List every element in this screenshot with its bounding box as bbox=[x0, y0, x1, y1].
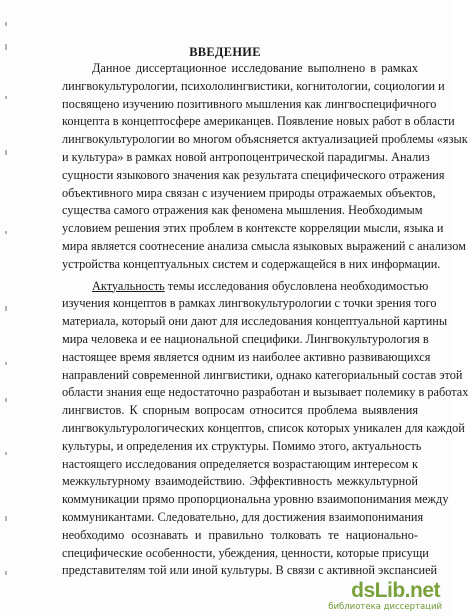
paragraph-relevance bbox=[62, 278, 468, 581]
paragraph-intro bbox=[62, 60, 468, 274]
text-line: направлений современной лингвистики, однако категориальный состав этой bbox=[62, 367, 463, 382]
text-line: объективного мира связан с изучением природы отражаемых объектов, bbox=[62, 185, 436, 200]
text-line: специфические особенности, убеждения, ценности, которые присущи bbox=[62, 545, 429, 560]
text-line: устройства концептуальных систем и содержащейся в них информации. bbox=[62, 256, 441, 271]
page-title: ВВЕДЕНИЕ bbox=[189, 45, 261, 59]
text-line: коммуникации прямо пропорциональна уровню взаимопонимания между bbox=[62, 492, 449, 507]
text-line: лингвистов. К спорным вопросам относится проблема выявления bbox=[62, 403, 418, 418]
watermark-logo: dsLib.net bbox=[351, 579, 440, 602]
text-line: представителям той или иной культуры. В связи с активной экспансией bbox=[62, 563, 438, 578]
text-line-lead bbox=[62, 278, 429, 296]
text-line: изучения концептов в рамках лингвокультурологии с точки зрения того bbox=[62, 296, 437, 311]
text-line: концепта в концептосфере американцев. Появление новых работ в области bbox=[62, 114, 455, 129]
text-line: посвящено изучению позитивного мышления как лингвоспецифичного bbox=[62, 96, 437, 111]
text-line: условием решения этих проблем в контексте корреляции мысли, языка и bbox=[62, 221, 444, 236]
text-line: необходимо осознавать и правильно толковать те национально- bbox=[62, 527, 418, 542]
text-line: настоящее время является одним из наиболее активно развивающихся bbox=[62, 349, 431, 364]
text-line: сущности языкового значения как результата специфического отражения bbox=[62, 167, 445, 182]
text-line: Данное диссертационное исследование выполнено в рамках bbox=[92, 61, 418, 75]
text-line: лингвокультурологии во многом объясняется актуализацией проблемы «язык bbox=[62, 132, 468, 147]
text-line: межкультурному взаимодействию. Эффективность межкультурной bbox=[62, 474, 418, 489]
text-line: культуры, и определения их структуры. Помимо этого, актуальность bbox=[62, 438, 422, 453]
dslib-watermark bbox=[318, 579, 446, 613]
text-line: настоящего исследования определяется возрастающим интересом к bbox=[62, 456, 418, 471]
document-body bbox=[62, 60, 468, 580]
lead-line-rest: темы исследования обусловлена необходимостью bbox=[164, 278, 429, 293]
text-line: и культура» в рамках новой антропоцентрической парадигмы. Анализ bbox=[62, 149, 430, 164]
relevance-term: Актуальность bbox=[92, 278, 165, 293]
scan-edge-marks bbox=[3, 0, 11, 616]
text-line: мира является соотнесение анализа смысла языковых выражений с анализом bbox=[62, 238, 466, 253]
text-line: лингвокультурологии, психололингвистики, когнитологии, социологии и bbox=[62, 78, 445, 93]
text-line: мира человека и ее национальной специфики. Лингвокультурология в bbox=[62, 331, 429, 346]
watermark-caption: библиотека диссертаций bbox=[328, 602, 442, 612]
text-line: коммуникантами. Следовательно, для достижения взаимопонимания bbox=[62, 509, 424, 524]
text-line: существа самого отражения как феномена мышления. Необходимым bbox=[62, 203, 423, 218]
text-line: лингвокультурологических концептов, список которых уникален для каждой bbox=[62, 420, 465, 435]
text-line: области знания еще недостаточно разработан и вызывает полемику в работах bbox=[62, 385, 468, 400]
text-line: материала, который они дают для исследования концептуальной картины bbox=[62, 314, 448, 329]
